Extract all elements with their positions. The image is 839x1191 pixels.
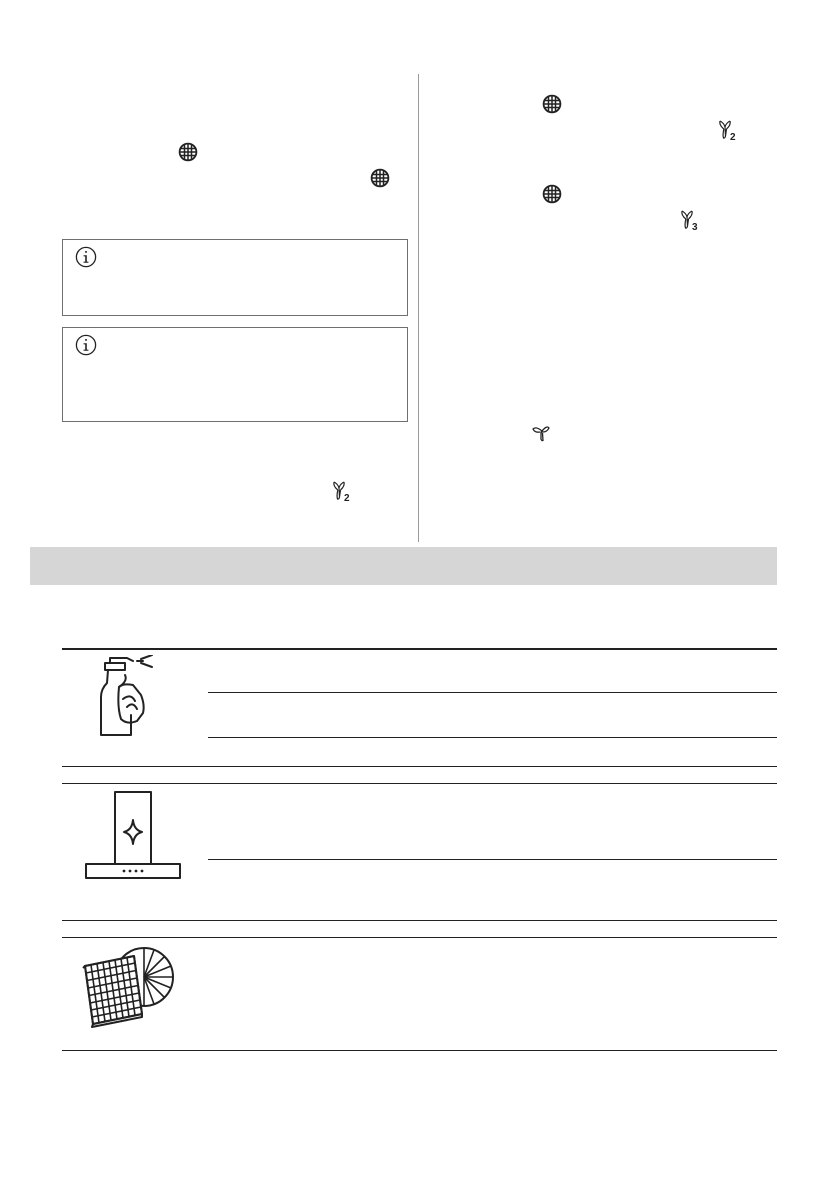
svg-text:2: 2 [730,132,736,142]
table-rule [62,783,777,784]
fan-speed-1-icon [530,420,554,444]
grid-mode-icon [542,94,562,114]
section-heading-bar [30,547,777,585]
grid-mode-icon [370,168,390,188]
hood-shine-icon [84,790,182,882]
table-rule [208,692,777,693]
fan-speed-2-icon [716,118,740,142]
info-notice [62,327,408,422]
info-icon [75,334,97,356]
svg-text:2: 2 [344,493,350,503]
column-divider [418,74,419,542]
fan-speed-3-icon [678,208,702,232]
table-rule [62,766,777,767]
fan-speed-2-icon [330,479,354,503]
table-rule [208,737,777,738]
table-rule [208,859,777,860]
info-notice [62,239,408,316]
table-rule [62,920,777,921]
table-rule [62,1050,777,1051]
grid-mode-icon [178,142,198,162]
table-rule [62,648,777,650]
info-icon [75,246,97,268]
table-rule [62,937,777,938]
grid-mode-icon [542,184,562,204]
spray-cleaning-icon [97,655,159,739]
svg-text:3: 3 [692,222,698,232]
grease-filter-icon [80,944,176,1030]
